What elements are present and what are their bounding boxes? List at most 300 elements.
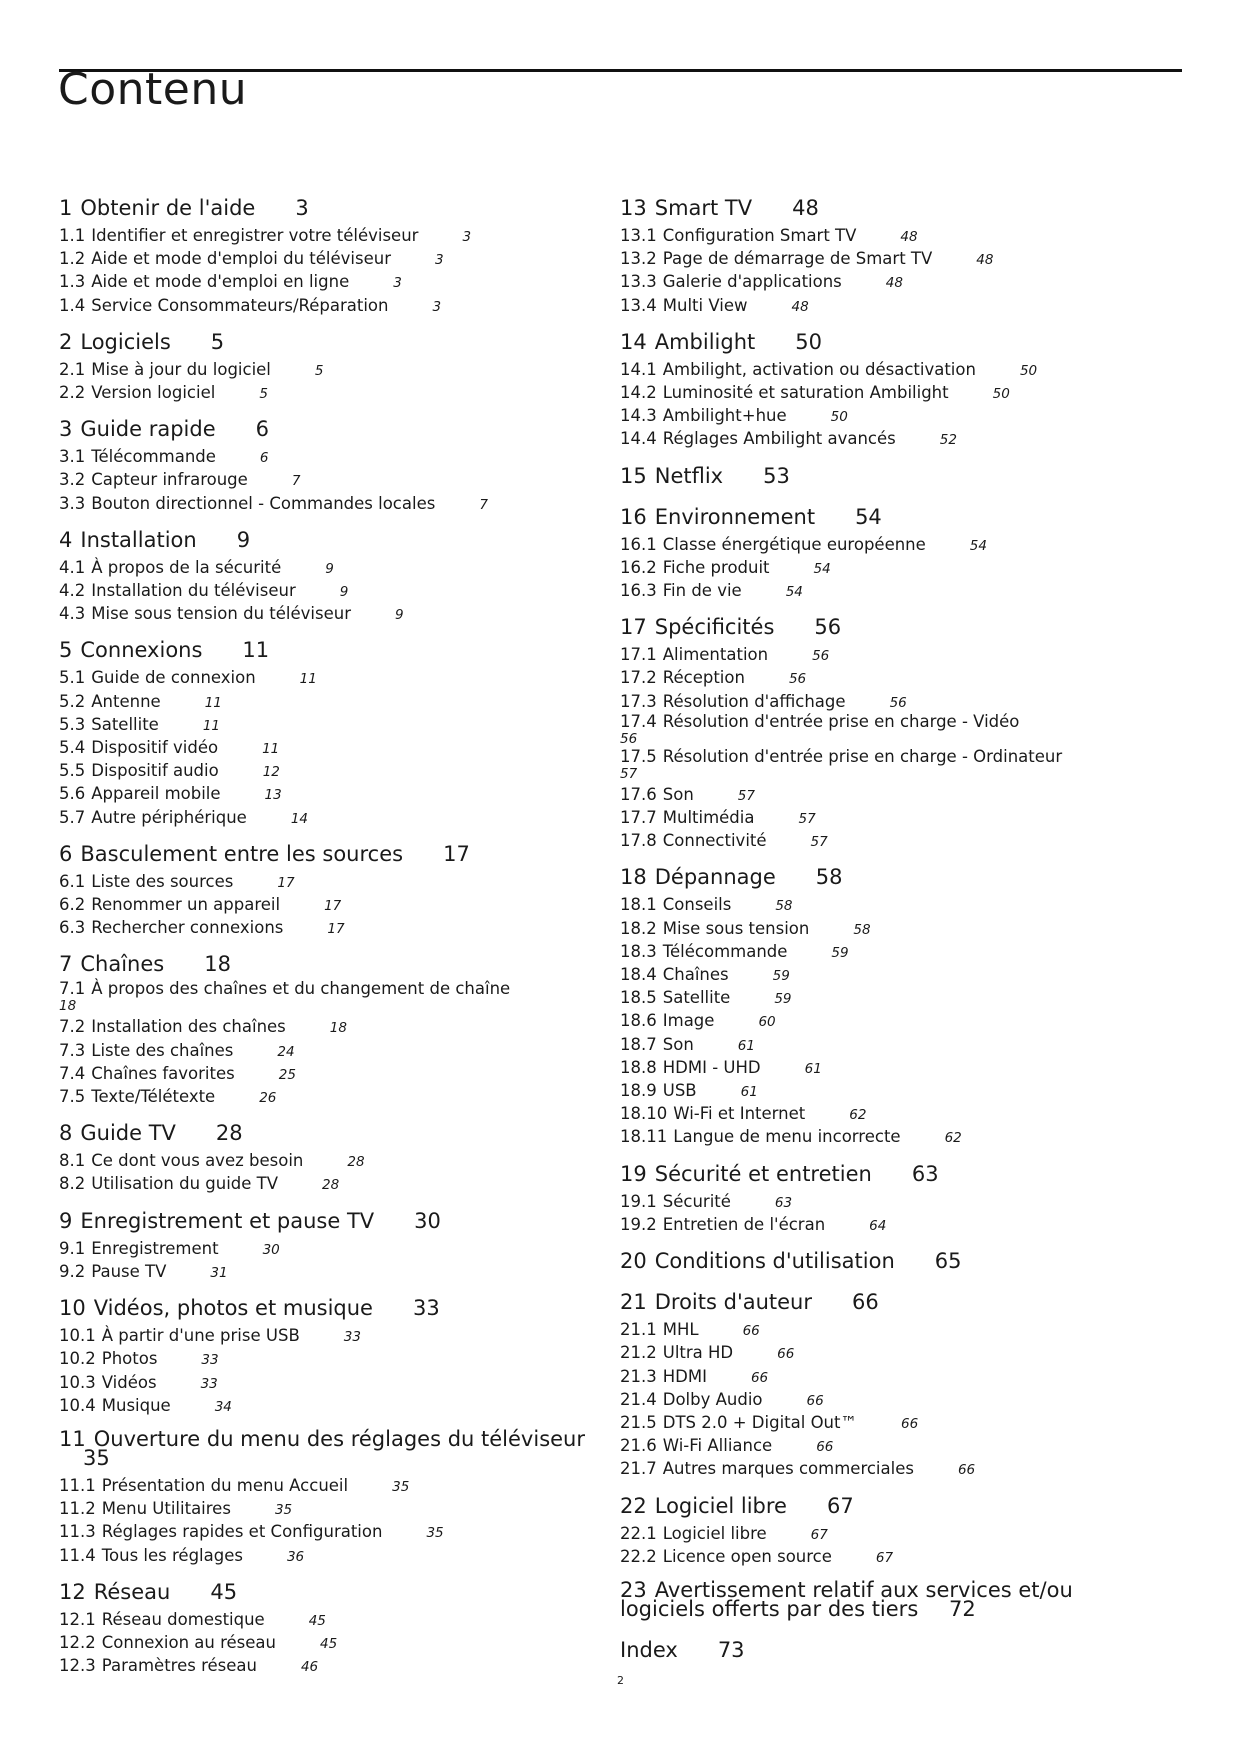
entry-page: 5 (314, 362, 324, 379)
toc-entry[interactable] (59, 603, 599, 626)
toc-entry[interactable] (620, 746, 1160, 784)
entry-number: 11.1 (59, 1475, 96, 1495)
toc-entry[interactable] (59, 1545, 599, 1568)
toc-entry[interactable] (59, 1498, 599, 1521)
toc-entry[interactable] (620, 428, 1160, 451)
entry-number: 5.5 (59, 761, 86, 781)
entry-page: 58 (775, 898, 793, 915)
section-title: Sécurité et entretien (654, 1161, 872, 1186)
entry-number: 11.4 (59, 1545, 96, 1565)
toc-entry[interactable] (620, 1412, 1160, 1435)
toc-entry[interactable] (620, 918, 1160, 941)
entry-title: Résolution d'entrée prise en charge - Vidéo (662, 711, 1020, 731)
section-gap (59, 318, 599, 330)
entry-number: 10.4 (59, 1395, 96, 1415)
entry-page: 9 (339, 584, 349, 601)
toc-entry[interactable] (620, 807, 1160, 830)
toc-entry[interactable] (620, 1214, 1160, 1237)
entry-number: 16.1 (620, 534, 657, 554)
entry-number: 19.1 (620, 1191, 657, 1211)
entry-number: 4.1 (59, 557, 86, 577)
entry-number: 6.2 (59, 895, 86, 915)
entry-title: Son (662, 1034, 694, 1054)
toc-entry[interactable] (620, 557, 1160, 580)
entry-page: 57 (620, 765, 638, 782)
toc-entry[interactable] (59, 1395, 599, 1418)
toc-section-heading[interactable] (620, 505, 1160, 534)
entry-page: 66 (957, 1462, 976, 1479)
entry-page: 54 (969, 537, 987, 554)
entry-number: 5.6 (59, 784, 86, 804)
entry-page: 26 (259, 1090, 277, 1107)
section-number: 21 (620, 1290, 647, 1315)
toc-entry[interactable] (59, 807, 599, 830)
entry-page: 54 (813, 560, 831, 577)
toc-section-heading[interactable] (620, 464, 1160, 493)
toc-section (620, 1494, 1160, 1569)
toc-entry[interactable] (620, 667, 1160, 690)
entry-number: 4.2 (59, 581, 86, 601)
entry-page: 3 (462, 229, 472, 245)
section-number: 3 (59, 417, 73, 442)
section-title: Ambilight (654, 329, 756, 354)
entry-number: 10.1 (59, 1326, 96, 1346)
section-page: 6 (255, 417, 270, 442)
toc-section (59, 417, 599, 516)
entry-number: 6.1 (59, 871, 86, 891)
entry-page: 35 (392, 1478, 410, 1495)
entry-number: 4.3 (59, 604, 86, 624)
toc-section (59, 196, 599, 318)
entry-title: Dispositif audio (91, 761, 219, 781)
entry-page: 7 (479, 496, 488, 513)
entry-number: 21.6 (620, 1436, 657, 1456)
toc-section-heading[interactable] (59, 1426, 599, 1475)
entry-title: Satellite (91, 714, 159, 734)
toc-entry[interactable] (59, 1150, 599, 1173)
toc-entry[interactable] (59, 248, 599, 271)
section-page: 45 (210, 1579, 238, 1604)
entry-title: Ambilight+hue (662, 406, 787, 426)
entry-title: Renommer un appareil (91, 895, 281, 915)
toc-entry[interactable] (59, 1261, 599, 1284)
toc-entry[interactable] (59, 783, 599, 806)
entry-title: Ce dont vous avez besoin (91, 1151, 304, 1171)
toc-entry[interactable] (59, 1016, 599, 1039)
toc-entry[interactable] (620, 1435, 1160, 1458)
entry-page: 57 (810, 834, 828, 851)
entry-title: Service Consommateurs/Réparation (91, 295, 389, 315)
entry-page: 67 (875, 1549, 894, 1566)
entry-title: HDMI - UHD (662, 1057, 761, 1077)
section-number: 6 (59, 841, 73, 866)
entry-title: Rechercher connexions (91, 918, 284, 938)
section-title: Guide rapide (80, 417, 216, 442)
entry-number: 18.9 (620, 1081, 657, 1101)
entry-title: Antenne (91, 691, 161, 711)
toc-entry[interactable] (620, 1458, 1160, 1481)
toc-entry[interactable] (59, 1372, 599, 1395)
entry-page: 33 (201, 1352, 219, 1369)
entry-page: 3 (434, 252, 444, 269)
entry-number: 17.8 (620, 831, 657, 851)
toc-entry[interactable] (59, 557, 599, 580)
section-title: Logiciel libre (654, 1493, 787, 1518)
entry-number: 17.2 (620, 668, 657, 688)
entry-page: 66 (900, 1415, 919, 1432)
toc-entry[interactable] (59, 446, 599, 469)
entry-page: 33 (343, 1329, 361, 1346)
section-gap (620, 452, 1160, 464)
entry-number: 18.5 (620, 988, 657, 1008)
toc-entry[interactable] (620, 405, 1160, 428)
entry-page: 6 (259, 450, 269, 467)
entry-title: Connexion au réseau (101, 1632, 276, 1652)
toc-entry[interactable] (620, 1103, 1160, 1126)
section-number: 15 (620, 463, 647, 488)
toc-entry[interactable] (620, 225, 1160, 248)
toc-entry[interactable] (620, 1342, 1160, 1365)
entry-number: 12.1 (59, 1609, 96, 1629)
entry-title: Galerie d'applications (662, 272, 842, 292)
toc-entry[interactable] (59, 493, 599, 516)
toc-entry[interactable] (620, 1057, 1160, 1080)
entry-number: 7.3 (59, 1040, 86, 1060)
entry-title: À propos des chaînes et du changement de chaîne (91, 979, 511, 999)
toc-entry[interactable] (59, 271, 599, 294)
entry-title: Installation du téléviseur (91, 581, 296, 601)
toc-entry[interactable] (59, 1173, 599, 1196)
toc-section-heading[interactable] (59, 1580, 599, 1609)
entry-number: 21.2 (620, 1343, 657, 1363)
entry-title: Classe énergétique européenne (662, 534, 926, 554)
entry-page: 11 (204, 694, 222, 711)
entry-number: 10.3 (59, 1372, 96, 1392)
section-gap (59, 1568, 599, 1580)
toc-section-heading[interactable] (620, 1494, 1160, 1523)
entry-page: 3 (432, 298, 442, 315)
entry-title: Autre périphérique (91, 807, 247, 827)
section-page: 48 (792, 196, 819, 220)
toc-section-heading[interactable] (620, 1638, 1160, 1667)
entry-number: 14.1 (620, 359, 657, 379)
entry-number: 21.1 (620, 1320, 657, 1340)
toc-entry[interactable] (620, 248, 1160, 271)
toc-entry[interactable] (620, 359, 1160, 382)
toc-entry[interactable] (620, 1034, 1160, 1057)
entry-number: 18.10 (620, 1104, 668, 1124)
section-title: Environnement (654, 504, 816, 529)
toc-entry[interactable] (59, 295, 599, 318)
toc-entry[interactable] (620, 964, 1160, 987)
section-title: Ouverture du menu des réglages du téléviseur (93, 1426, 585, 1451)
toc-entry[interactable] (620, 534, 1160, 557)
section-page: 54 (855, 504, 882, 529)
toc-entry[interactable] (59, 917, 599, 940)
section-number: 1 (59, 196, 73, 220)
toc-section (59, 1296, 599, 1418)
toc-entry[interactable] (59, 1475, 599, 1498)
entry-title: Présentation du menu Accueil (101, 1475, 349, 1495)
toc-entry[interactable] (59, 359, 599, 382)
entry-number: 3.3 (59, 493, 86, 513)
entry-page: 48 (791, 298, 809, 315)
entry-title: Fiche produit (662, 557, 770, 577)
entry-page: 62 (849, 1107, 867, 1124)
section-gap (620, 1626, 1160, 1638)
toc-section (620, 1638, 1160, 1667)
toc-entry[interactable] (59, 667, 599, 690)
section-title: Netflix (654, 463, 724, 488)
toc-entry[interactable] (59, 1325, 599, 1348)
toc-entry[interactable] (620, 1191, 1160, 1214)
section-page: 65 (934, 1249, 962, 1274)
section-number: 11 (59, 1426, 86, 1451)
section-number: 10 (59, 1296, 86, 1321)
entry-page: 59 (831, 944, 849, 961)
toc-section-heading[interactable] (59, 196, 599, 225)
entry-title: Sécurité (662, 1191, 731, 1211)
toc-entry[interactable] (59, 225, 599, 248)
toc-entry[interactable] (620, 580, 1160, 603)
entry-page: 36 (286, 1548, 305, 1565)
entry-page: 35 (426, 1525, 444, 1542)
entry-number: 21.5 (620, 1412, 657, 1432)
toc-entry[interactable] (620, 382, 1160, 405)
entry-title: Fin de vie (662, 581, 742, 601)
entry-number: 18.2 (620, 918, 657, 938)
entry-number: 19.2 (620, 1214, 657, 1234)
toc-entry[interactable] (59, 760, 599, 783)
entry-number: 11.2 (59, 1499, 96, 1519)
toc-entry[interactable] (620, 1319, 1160, 1342)
entry-page: 56 (889, 694, 907, 711)
entry-title: Musique (101, 1395, 171, 1415)
entry-page: 17 (277, 874, 295, 891)
toc-entry[interactable] (620, 691, 1160, 714)
section-title: Dépannage (654, 865, 776, 890)
toc-section-heading[interactable] (59, 842, 599, 871)
toc-section (620, 615, 1160, 853)
entry-number: 17.1 (620, 645, 657, 665)
entry-title: Réglages rapides et Configuration (101, 1522, 383, 1542)
toc-entry[interactable] (59, 469, 599, 492)
entry-page: 17 (327, 921, 345, 938)
entry-title: Multi View (662, 295, 748, 315)
entry-page: 66 (742, 1323, 760, 1340)
toc-entry[interactable] (59, 580, 599, 603)
toc-section-heading[interactable] (620, 615, 1160, 644)
toc-section-heading[interactable] (620, 330, 1160, 359)
entry-page: 56 (788, 671, 807, 688)
section-title: Conditions d'utilisation (654, 1249, 895, 1274)
entry-page: 7 (291, 473, 301, 490)
section-number: 16 (620, 504, 647, 529)
entry-title: Alimentation (662, 645, 769, 665)
section-page: 56 (814, 615, 842, 640)
entry-number: 18.7 (620, 1034, 657, 1054)
toc-entry[interactable] (620, 1126, 1160, 1149)
toc-entry[interactable] (59, 1063, 599, 1086)
entry-page: 66 (816, 1439, 834, 1456)
toc-section-heading[interactable] (59, 417, 599, 446)
toc-entry[interactable] (620, 1080, 1160, 1103)
entry-title: Page de démarrage de Smart TV (662, 249, 933, 269)
section-page: 30 (414, 1208, 441, 1233)
toc-section (59, 842, 599, 941)
entry-number: 5.2 (59, 691, 86, 711)
entry-title: Aide et mode d'emploi en ligne (91, 272, 350, 292)
toc-section (620, 505, 1160, 604)
toc-entry[interactable] (59, 1238, 599, 1261)
toc-section-heading[interactable] (620, 1577, 1160, 1626)
section-number: 19 (620, 1161, 647, 1186)
toc-section-heading[interactable] (620, 196, 1160, 225)
toc-entry[interactable] (59, 714, 599, 737)
section-page: 33 (412, 1296, 440, 1321)
section-page: 63 (911, 1161, 939, 1186)
entry-title: Wi-Fi Alliance (662, 1436, 773, 1456)
toc-section-heading[interactable] (59, 330, 599, 359)
toc-entry[interactable] (620, 894, 1160, 917)
toc-section-heading[interactable] (620, 1290, 1160, 1319)
toc-entry[interactable] (620, 271, 1160, 294)
section-title: Installation (80, 527, 197, 552)
toc-entry[interactable] (59, 1086, 599, 1109)
toc-entry[interactable] (620, 1523, 1160, 1546)
entry-title: Paramètres réseau (101, 1656, 257, 1676)
entry-number: 12.3 (59, 1656, 96, 1676)
entry-number: 5.7 (59, 807, 86, 827)
toc-section-heading[interactable] (59, 952, 599, 981)
toc-section-heading[interactable] (59, 1209, 599, 1238)
toc-entry[interactable] (59, 894, 599, 917)
entry-title: Réception (662, 668, 745, 688)
toc-entry[interactable] (59, 981, 599, 1016)
toc-entry[interactable] (620, 1010, 1160, 1033)
toc-section (620, 1162, 1160, 1237)
entry-title: Langue de menu incorrecte (673, 1127, 901, 1147)
toc-entry[interactable] (59, 1040, 599, 1063)
toc-section-heading[interactable] (620, 1249, 1160, 1278)
entry-page: 61 (737, 1037, 755, 1054)
entry-number: 1.1 (59, 226, 86, 245)
entry-page: 46 (300, 1659, 319, 1676)
entry-title: Télécommande (662, 941, 788, 961)
entry-page: 28 (347, 1154, 365, 1171)
toc-entry[interactable] (620, 295, 1160, 318)
toc-section-heading[interactable] (59, 528, 599, 557)
toc-entry[interactable] (620, 1366, 1160, 1389)
entry-title: Liste des sources (91, 871, 234, 891)
section-number: 14 (620, 329, 647, 354)
entry-page: 9 (394, 607, 404, 624)
entry-page: 17 (324, 898, 342, 915)
section-title: Vidéos, photos et musique (93, 1296, 373, 1321)
section-gap (59, 626, 599, 638)
entry-number: 16.2 (620, 557, 657, 577)
entry-page: 60 (758, 1014, 776, 1031)
toc-entry[interactable] (59, 737, 599, 760)
section-title: Obtenir de l'aide (80, 196, 256, 220)
toc-entry[interactable] (59, 382, 599, 405)
toc-entry[interactable] (620, 1546, 1160, 1569)
toc-section (59, 528, 599, 627)
toc-right-column (620, 196, 1160, 1667)
toc-entry[interactable] (620, 987, 1160, 1010)
section-title: Droits d'auteur (654, 1290, 812, 1315)
entry-title: Ambilight, activation ou désactivation (662, 359, 976, 379)
section-title: Enregistrement et pause TV (80, 1208, 375, 1233)
toc-entry[interactable] (59, 1348, 599, 1371)
entry-number: 17.5 (620, 746, 657, 766)
entry-page: 61 (804, 1060, 822, 1077)
toc-entry[interactable] (620, 941, 1160, 964)
entry-page: 3 (393, 275, 402, 292)
toc-section (59, 330, 599, 405)
toc-section (59, 1121, 599, 1196)
toc-entry[interactable] (620, 784, 1160, 807)
entry-page: 12 (262, 764, 280, 781)
toc-section-heading[interactable] (59, 1121, 599, 1150)
section-page: 11 (242, 638, 270, 663)
entry-page: 66 (777, 1346, 795, 1363)
entry-number: 7.2 (59, 1017, 86, 1037)
entry-title: Appareil mobile (91, 784, 221, 804)
toc-entry[interactable] (620, 1389, 1160, 1412)
toc-entry[interactable] (620, 830, 1160, 853)
entry-number: 14.2 (620, 383, 657, 403)
entry-title: HDMI (662, 1366, 707, 1386)
section-page: 35 (83, 1445, 110, 1470)
toc-entry[interactable] (620, 711, 1160, 749)
entry-title: Mise sous tension du téléviseur (91, 604, 351, 624)
toc-entry[interactable] (59, 871, 599, 894)
section-number: 5 (59, 638, 73, 663)
entry-number: 16.3 (620, 581, 657, 601)
entry-title: Luminosité et saturation Ambilight (662, 383, 949, 403)
entry-number: 21.4 (620, 1389, 657, 1409)
entry-number: 7.1 (59, 979, 86, 999)
entry-page: 18 (59, 998, 77, 1015)
entry-title: Télécommande (91, 447, 216, 467)
toc-entry[interactable] (620, 644, 1160, 667)
entry-page: 58 (853, 921, 871, 938)
entry-title: Texte/Télétexte (91, 1087, 216, 1107)
section-gap (620, 603, 1160, 615)
entry-title: Satellite (662, 988, 731, 1008)
entry-title: Entretien de l'écran (662, 1214, 826, 1234)
entry-number: 18.3 (620, 941, 657, 961)
entry-title: Version logiciel (91, 383, 216, 403)
toc-section-heading[interactable] (59, 638, 599, 667)
section-gap (620, 1278, 1160, 1290)
toc-section-heading[interactable] (620, 865, 1160, 894)
entry-number: 3.2 (59, 470, 86, 490)
toc-entry[interactable] (59, 1632, 599, 1655)
entry-title: Tous les réglages (101, 1545, 243, 1565)
toc-entry[interactable] (59, 1609, 599, 1632)
toc-entry[interactable] (59, 691, 599, 714)
entry-number: 17.6 (620, 784, 657, 804)
toc-entry[interactable] (59, 1521, 599, 1544)
entry-page: 11 (299, 671, 317, 688)
toc-section-heading[interactable] (59, 1296, 599, 1325)
section-page: 73 (717, 1637, 745, 1662)
entry-title: MHL (662, 1320, 699, 1340)
entry-number: 18.1 (620, 895, 657, 915)
toc-section-heading[interactable] (620, 1162, 1160, 1191)
